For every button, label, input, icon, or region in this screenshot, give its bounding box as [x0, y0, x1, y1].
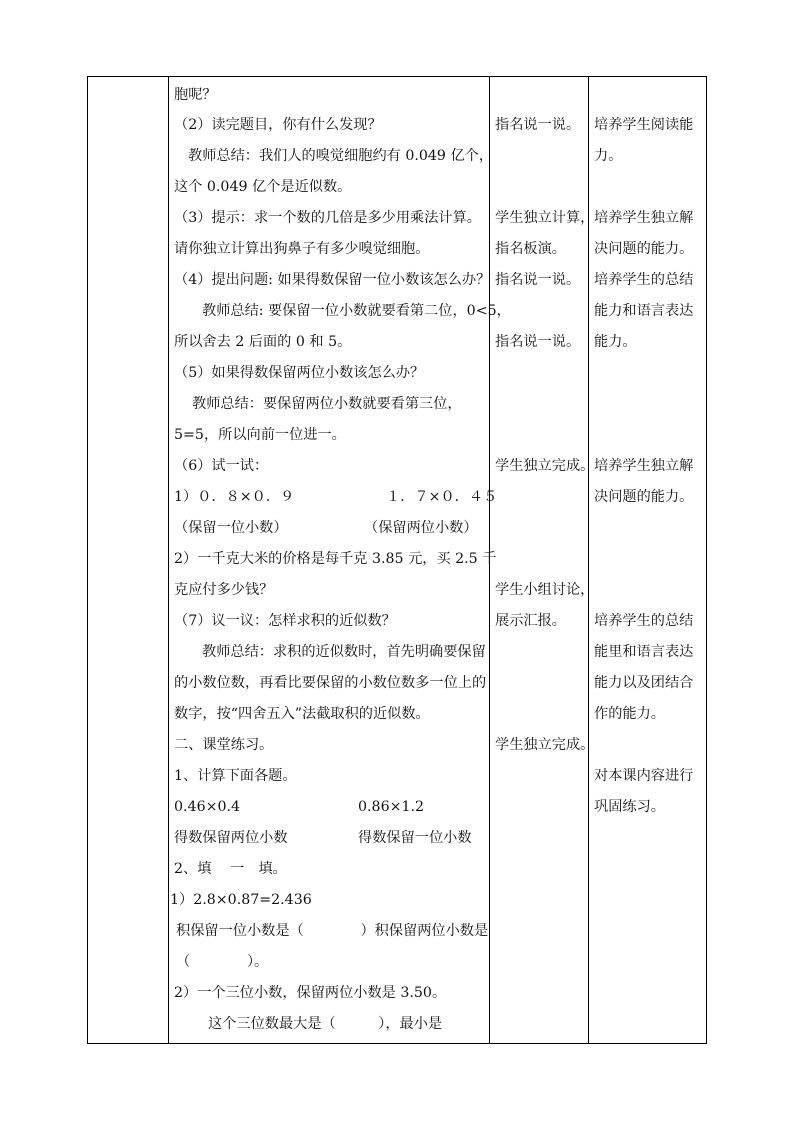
activity-line: 指名说一说。 — [495, 117, 581, 133]
content-line: 这个三位数最大是（ ），最小是 — [208, 1016, 443, 1032]
exercise-item: １．７×０．４５ — [386, 489, 498, 505]
content-line: 教师总结: 要保留一位小数就要看第二位，0<5， — [202, 303, 511, 319]
exercise-note: 得数保留两位小数 — [174, 830, 288, 846]
activity-line: 展示汇报。 — [495, 613, 566, 629]
activity-line: 学生独立完成。 — [495, 737, 595, 753]
content-line: （3）提示：求一个数的几倍是多少用乘法计算。 — [174, 210, 481, 226]
intent-line: 作的能力。 — [594, 706, 665, 722]
content-line: 1、计算下面各题。 — [174, 768, 297, 784]
content-line: 请你独立计算出狗鼻子有多少嗅觉细胞。 — [174, 241, 430, 257]
intent-line: 能力和语言表达 — [594, 303, 694, 319]
intent-line: 决问题的能力。 — [594, 241, 694, 257]
exercise-item: 1）０．８×０．９ — [174, 489, 295, 505]
intent-line: 培养学生的总结 — [594, 272, 694, 288]
content-line: （2）读完题目，你有什么发现？ — [174, 117, 382, 133]
section-heading: 二、课堂练习。 — [174, 737, 274, 753]
intent-line: 能力以及团结合 — [594, 675, 694, 691]
content-line: 积保留一位小数是（ ）积保留两位小数是 — [176, 923, 489, 939]
content-line: 1）2.8×0.87=2.436 — [170, 892, 312, 908]
left-blank-cell — [88, 77, 168, 1043]
content-line: 这个 0.049 亿个是近似数。 — [174, 179, 352, 195]
content-line: 教师总结：求积的近似数时，首先明确要保留 — [202, 644, 486, 660]
exercise-item: 0.86×1.2 — [358, 799, 425, 815]
content-line: 的小数位数，再看比要保留的小数位数多一位上的 — [174, 675, 487, 691]
exercise-item: 0.46×0.4 — [174, 799, 241, 815]
exercise-note: 得数保留一位小数 — [358, 830, 472, 846]
content-line: （4）提出问题: 如果得数保留一位小数该怎么办？ — [174, 272, 491, 288]
exercise-note: （保留一位小数） — [174, 520, 288, 536]
content-line: （7）议一议：怎样求积的近似数？ — [174, 613, 396, 629]
intent-line: 培养学生独立解 — [594, 210, 694, 226]
activity-line: 学生独立完成。 — [495, 458, 595, 474]
activity-line: 学生小组讨论， — [495, 582, 595, 598]
intent-line: 培养学生的总结 — [594, 613, 694, 629]
content-line: （6）试一试： — [174, 458, 269, 474]
design-intent-cell — [588, 77, 706, 1043]
intent-line: 决问题的能力。 — [594, 489, 694, 505]
content-line: 5=5，所以向前一位进一。 — [174, 427, 346, 443]
activity-line: 指名板演。 — [495, 241, 566, 257]
intent-line: 力。 — [594, 148, 623, 164]
content-line: 胞呢？ — [174, 87, 217, 103]
intent-line: 巩固练习。 — [594, 799, 665, 815]
content-line: 教师总结：我们人的嗅觉细胞约有 0.049 亿个， — [188, 148, 494, 164]
intent-line: 对本课内容进行 — [594, 768, 694, 784]
exercise-note: （保留两位小数） — [364, 520, 478, 536]
intent-line: 能力。 — [594, 334, 637, 350]
content-line: 2）一个三位小数，保留两位小数是 3.50。 — [174, 985, 447, 1001]
teaching-content-cell — [168, 77, 511, 1043]
content-line: 2、填 一 填。 — [174, 861, 287, 877]
activity-line: 指名说一说。 — [495, 272, 581, 288]
content-line: 克应付多少钱？ — [174, 582, 274, 598]
content-line: 教师总结：要保留两位小数就要看第三位， — [192, 396, 462, 412]
activity-line: 指名说一说。 — [495, 334, 581, 350]
content-line: 所以舍去 2 后面的 0 和 5。 — [174, 334, 352, 350]
content-line: 数字，按“四舍五入”法截取积的近似数。 — [174, 706, 430, 722]
intent-line: 培养学生阅读能 — [594, 117, 694, 133]
content-line: （ ）。 — [176, 954, 269, 970]
lesson-table — [87, 76, 707, 1044]
student-activity-cell — [489, 77, 595, 1043]
content-line: 2）一千克大米的价格是每千克 3.85 元，买 2.5 千 — [174, 551, 497, 567]
content-line: （5）如果得数保留两位小数该怎么办？ — [174, 365, 425, 381]
intent-line: 能里和语言表达 — [594, 644, 694, 660]
intent-line: 培养学生独立解 — [594, 458, 694, 474]
activity-line: 学生独立计算， — [495, 210, 595, 226]
